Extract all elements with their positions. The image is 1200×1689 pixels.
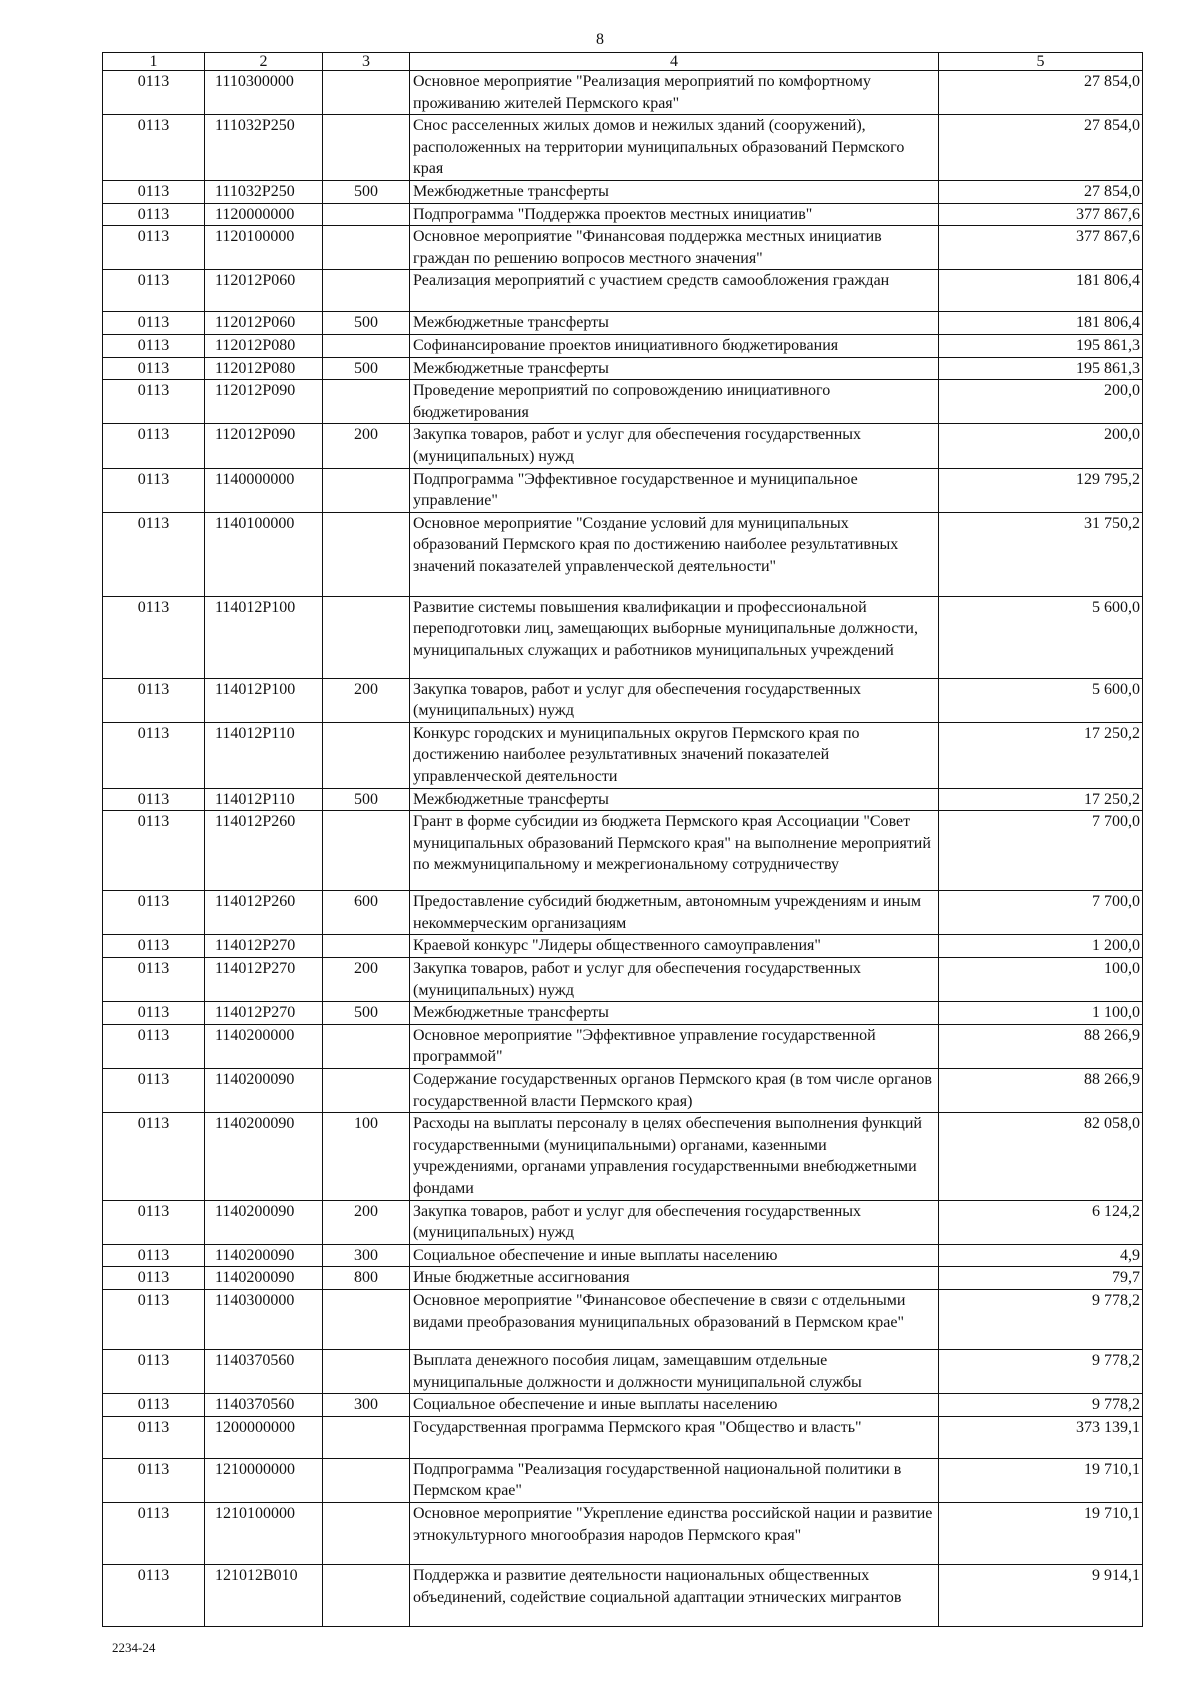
target-article-cell: 114012Р110 [205,788,323,811]
table-row [103,312,1143,335]
amount-cell: 181 806,4 [939,270,1143,312]
section-code-cell: 0113 [103,1002,205,1025]
item-name-cell: Межбюджетные трансферты [410,312,939,335]
expense-type-cell [323,512,410,596]
expense-type-cell: 800 [323,1267,410,1290]
expense-type-cell [323,596,410,678]
table-row [103,226,1143,270]
section-code-cell: 0113 [103,1267,205,1290]
table-row [103,1394,1143,1417]
item-name-cell: Межбюджетные трансферты [410,180,939,203]
section-code-cell: 0113 [103,1394,205,1417]
target-article-cell: 114012Р100 [205,596,323,678]
amount-cell: 7 700,0 [939,811,1143,891]
item-name-cell: Подпрограмма "Реализация государственной национальной политики в Пермском крае" [410,1458,939,1502]
section-code-cell: 0113 [103,270,205,312]
section-code-cell: 0113 [103,1349,205,1393]
expense-type-cell [323,1069,410,1113]
column-header: 2 [205,53,323,71]
table-row [103,1267,1143,1290]
section-code-cell: 0113 [103,958,205,1002]
table-row [103,1289,1143,1349]
section-code-cell: 0113 [103,1289,205,1349]
section-code-cell: 0113 [103,71,205,115]
expense-type-cell [323,1416,410,1458]
amount-cell: 377 867,6 [939,203,1143,226]
column-header: 1 [103,53,205,71]
section-code-cell: 0113 [103,334,205,357]
item-name-cell: Государственная программа Пермского края "Общество и власть" [410,1416,939,1458]
section-code-cell: 0113 [103,811,205,891]
target-article-cell: 112012Р060 [205,270,323,312]
section-code-cell: 0113 [103,424,205,468]
amount-cell: 373 139,1 [939,1416,1143,1458]
table-row [103,1244,1143,1267]
section-code-cell: 0113 [103,788,205,811]
target-article-cell: 1140200000 [205,1024,323,1068]
item-name-cell: Содержание государственных органов Пермского края (в том числе органов государственной власти Пермского края) [410,1069,939,1113]
table-row [103,270,1143,312]
amount-cell: 27 854,0 [939,180,1143,203]
table-row [103,935,1143,958]
expense-type-cell: 500 [323,312,410,335]
target-article-cell: 1120100000 [205,226,323,270]
section-code-cell: 0113 [103,226,205,270]
target-article-cell: 112012Р080 [205,334,323,357]
column-header: 4 [410,53,939,71]
expense-type-cell [323,226,410,270]
target-article-cell: 1140370560 [205,1349,323,1393]
item-name-cell: Поддержка и развитие деятельности национальных общественных объединений, содействие социальной адаптации этнических мигрантов [410,1564,939,1626]
item-name-cell: Основное мероприятие "Эффективное управление государственной программой" [410,1024,939,1068]
amount-cell: 377 867,6 [939,226,1143,270]
expense-type-cell: 200 [323,424,410,468]
table-row [103,203,1143,226]
item-name-cell: Развитие системы повышения квалификации и профессиональной переподготовки лиц, замещающих выборные муниципальные должности, муниципальных служащих и работников муниципальных учреждений [410,596,939,678]
section-code-cell: 0113 [103,1244,205,1267]
item-name-cell: Закупка товаров, работ и услуг для обеспечения государственных (муниципальных) нужд [410,424,939,468]
section-code-cell: 0113 [103,203,205,226]
amount-cell: 19 710,1 [939,1458,1143,1502]
amount-cell: 19 710,1 [939,1502,1143,1564]
item-name-cell: Основное мероприятие "Создание условий для муниципальных образований Пермского края по достижению наиболее результативных значений показателей управленческой деятельности" [410,512,939,596]
table-row [103,811,1143,891]
table-row [103,1458,1143,1502]
item-name-cell: Закупка товаров, работ и услуг для обеспечения государственных (муниципальных) нужд [410,1200,939,1244]
table-row [103,1113,1143,1200]
item-name-cell: Предоставление субсидий бюджетным, автономным учреждениям и иным некоммерческим организациям [410,891,939,935]
section-code-cell: 0113 [103,115,205,181]
expense-type-cell: 200 [323,1200,410,1244]
expense-type-cell: 200 [323,958,410,1002]
item-name-cell: Снос расселенных жилых домов и нежилых зданий (сооружений), расположенных на территории муниципальных образований Пермского края [410,115,939,181]
section-code-cell: 0113 [103,468,205,512]
target-article-cell: 114012Р270 [205,935,323,958]
item-name-cell: Расходы на выплаты персоналу в целях обеспечения выполнения функций государственными (муниципальными) органами, казенными учреждениями, органами управления государственными внебюджетными фондами [410,1113,939,1200]
column-header: 3 [323,53,410,71]
table-row [103,1502,1143,1564]
target-article-cell: 1140200090 [205,1244,323,1267]
expense-type-cell: 500 [323,788,410,811]
amount-cell: 6 124,2 [939,1200,1143,1244]
item-name-cell: Подпрограмма "Эффективное государственное и муниципальное управление" [410,468,939,512]
table-row [103,1349,1143,1393]
table-row [103,334,1143,357]
target-article-cell: 121012В010 [205,1564,323,1626]
section-code-cell: 0113 [103,678,205,722]
item-name-cell: Иные бюджетные ассигнования [410,1267,939,1290]
expense-type-cell: 300 [323,1244,410,1267]
amount-cell: 9 778,2 [939,1289,1143,1349]
section-code-cell: 0113 [103,180,205,203]
table-row [103,678,1143,722]
target-article-cell: 1140370560 [205,1394,323,1417]
table-row [103,512,1143,596]
amount-cell: 5 600,0 [939,678,1143,722]
budget-table [102,52,1143,1627]
target-article-cell: 1140200090 [205,1200,323,1244]
table-row [103,424,1143,468]
expense-type-cell: 600 [323,891,410,935]
table-row [103,380,1143,424]
amount-cell: 31 750,2 [939,512,1143,596]
target-article-cell: 114012Р260 [205,891,323,935]
target-article-cell: 114012Р110 [205,722,323,788]
column-header: 5 [939,53,1143,71]
amount-cell: 27 854,0 [939,71,1143,115]
table-row [103,1024,1143,1068]
amount-cell: 17 250,2 [939,722,1143,788]
expense-type-cell [323,1349,410,1393]
expense-type-cell: 200 [323,678,410,722]
section-code-cell: 0113 [103,1113,205,1200]
table-row [103,115,1143,181]
section-code-cell: 0113 [103,1416,205,1458]
document-code: 2234-24 [112,1640,156,1655]
target-article-cell: 112012Р080 [205,357,323,380]
section-code-cell: 0113 [103,596,205,678]
target-article-cell: 111032Р250 [205,115,323,181]
table-row [103,1002,1143,1025]
item-name-cell: Закупка товаров, работ и услуг для обеспечения государственных (муниципальных) нужд [410,958,939,1002]
target-article-cell: 1210100000 [205,1502,323,1564]
amount-cell: 129 795,2 [939,468,1143,512]
amount-cell: 200,0 [939,380,1143,424]
table-row [103,1564,1143,1626]
amount-cell: 200,0 [939,424,1143,468]
item-name-cell: Межбюджетные трансферты [410,788,939,811]
table-row [103,357,1143,380]
table-row [103,1200,1143,1244]
target-article-cell: 112012Р090 [205,380,323,424]
amount-cell: 4,9 [939,1244,1143,1267]
section-code-cell: 0113 [103,935,205,958]
target-article-cell: 1140200090 [205,1113,323,1200]
target-article-cell: 114012Р270 [205,958,323,1002]
expense-type-cell [323,1458,410,1502]
expense-type-cell [323,1564,410,1626]
table-row [103,958,1143,1002]
item-name-cell: Межбюджетные трансферты [410,357,939,380]
target-article-cell: 114012Р270 [205,1002,323,1025]
item-name-cell: Проведение мероприятий по сопровождению инициативного бюджетирования [410,380,939,424]
target-article-cell: 112012Р060 [205,312,323,335]
item-name-cell: Закупка товаров, работ и услуг для обеспечения государственных (муниципальных) нужд [410,678,939,722]
expense-type-cell: 500 [323,357,410,380]
item-name-cell: Межбюджетные трансферты [410,1002,939,1025]
item-name-cell: Реализация мероприятий с участием средств самообложения граждан [410,270,939,312]
table-row [103,71,1143,115]
expense-type-cell [323,722,410,788]
table-row [103,596,1143,678]
amount-cell: 82 058,0 [939,1113,1143,1200]
expense-type-cell [323,71,410,115]
section-code-cell: 0113 [103,1502,205,1564]
expense-type-cell [323,935,410,958]
item-name-cell: Подпрограмма "Поддержка проектов местных инициатив" [410,203,939,226]
target-article-cell: 1140100000 [205,512,323,596]
section-code-cell: 0113 [103,312,205,335]
expense-type-cell [323,380,410,424]
item-name-cell: Социальное обеспечение и иные выплаты населению [410,1244,939,1267]
amount-cell: 27 854,0 [939,115,1143,181]
expense-type-cell: 100 [323,1113,410,1200]
page-number: 8 [596,31,604,48]
section-code-cell: 0113 [103,722,205,788]
section-code-cell: 0113 [103,1564,205,1626]
target-article-cell: 1120000000 [205,203,323,226]
table-row [103,468,1143,512]
target-article-cell: 1140200090 [205,1267,323,1290]
table-row [103,1069,1143,1113]
section-code-cell: 0113 [103,891,205,935]
amount-cell: 1 100,0 [939,1002,1143,1025]
table-row [103,1416,1143,1458]
amount-cell: 1 200,0 [939,935,1143,958]
target-article-cell: 112012Р090 [205,424,323,468]
target-article-cell: 114012Р260 [205,811,323,891]
target-article-cell: 114012Р100 [205,678,323,722]
amount-cell: 88 266,9 [939,1024,1143,1068]
amount-cell: 9 778,2 [939,1394,1143,1417]
target-article-cell: 1110300000 [205,71,323,115]
expense-type-cell [323,1502,410,1564]
item-name-cell: Социальное обеспечение и иные выплаты населению [410,1394,939,1417]
table-row [103,180,1143,203]
amount-cell: 100,0 [939,958,1143,1002]
target-article-cell: 1200000000 [205,1416,323,1458]
section-code-cell: 0113 [103,1024,205,1068]
amount-cell: 5 600,0 [939,596,1143,678]
item-name-cell: Основное мероприятие "Реализация мероприятий по комфортному проживанию жителей Пермского края" [410,71,939,115]
expense-type-cell [323,203,410,226]
item-name-cell: Основное мероприятие "Финансовая поддержка местных инициатив граждан по решению вопросов местного значения" [410,226,939,270]
target-article-cell: 111032Р250 [205,180,323,203]
amount-cell: 181 806,4 [939,312,1143,335]
expense-type-cell [323,811,410,891]
item-name-cell: Грант в форме субсидии из бюджета Пермского края Ассоциации "Совет муниципальных образований Пермского края" на выполнение мероприятий по межмуниципальному и межрегиональному сотрудничеству [410,811,939,891]
expense-type-cell [323,270,410,312]
section-code-cell: 0113 [103,1458,205,1502]
target-article-cell: 1210000000 [205,1458,323,1502]
amount-cell: 195 861,3 [939,334,1143,357]
amount-cell: 9 778,2 [939,1349,1143,1393]
column-number-row [103,53,1143,71]
expense-type-cell [323,115,410,181]
section-code-cell: 0113 [103,1200,205,1244]
table-row [103,788,1143,811]
target-article-cell: 1140300000 [205,1289,323,1349]
table-row [103,891,1143,935]
amount-cell: 7 700,0 [939,891,1143,935]
item-name-cell: Конкурс городских и муниципальных округов Пермского края по достижению наиболее результативных значений показателей управленческой деятельности [410,722,939,788]
item-name-cell: Основное мероприятие "Укрепление единства российской нации и развитие этнокультурного многообразия народов Пермского края" [410,1502,939,1564]
expense-type-cell [323,334,410,357]
expense-type-cell: 300 [323,1394,410,1417]
item-name-cell: Основное мероприятие "Финансовое обеспечение в связи с отдельными видами преобразования муниципальных образований в Пермском крае" [410,1289,939,1349]
item-name-cell: Выплата денежного пособия лицам, замещавшим отдельные муниципальные должности и должности муниципальной службы [410,1349,939,1393]
amount-cell: 195 861,3 [939,357,1143,380]
item-name-cell: Софинансирование проектов инициативного бюджетирования [410,334,939,357]
section-code-cell: 0113 [103,380,205,424]
amount-cell: 17 250,2 [939,788,1143,811]
expense-type-cell [323,1024,410,1068]
table-body [103,71,1143,1627]
section-code-cell: 0113 [103,357,205,380]
amount-cell: 79,7 [939,1267,1143,1290]
section-code-cell: 0113 [103,512,205,596]
target-article-cell: 1140000000 [205,468,323,512]
amount-cell: 9 914,1 [939,1564,1143,1626]
expense-type-cell [323,468,410,512]
expense-type-cell [323,1289,410,1349]
amount-cell: 88 266,9 [939,1069,1143,1113]
section-code-cell: 0113 [103,1069,205,1113]
target-article-cell: 1140200090 [205,1069,323,1113]
table-row [103,722,1143,788]
expense-type-cell: 500 [323,1002,410,1025]
item-name-cell: Краевой конкурс "Лидеры общественного самоуправления" [410,935,939,958]
expense-type-cell: 500 [323,180,410,203]
